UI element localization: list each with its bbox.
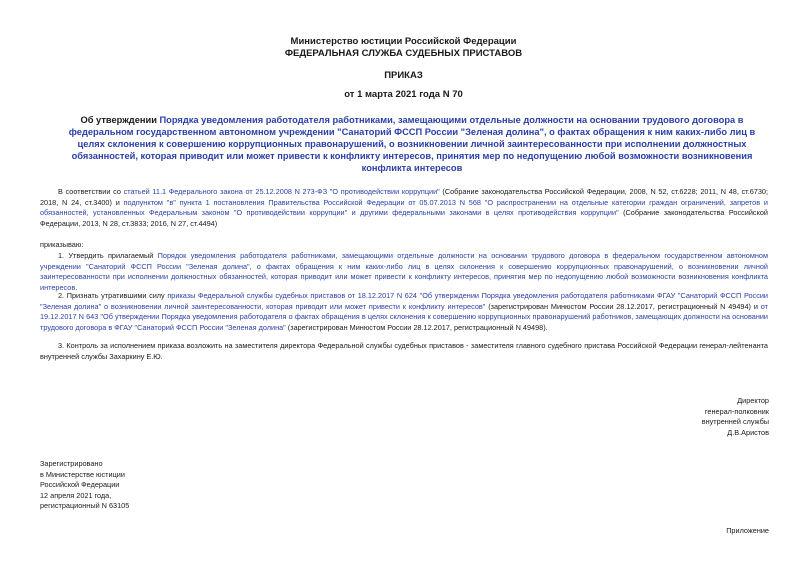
item-2-text-2: (зарегистрирован Минюстом России 28.12.2017, регистрационный N 49494) и xyxy=(485,301,761,311)
signature-line: внутренней службы xyxy=(701,417,769,427)
registration-line: регистрационный N 63105 xyxy=(40,501,130,511)
appendix-label: Приложение xyxy=(726,526,769,535)
document-type: ПРИКАЗ xyxy=(384,70,423,81)
registration-line: Российской Федерации xyxy=(40,480,120,490)
signature-block xyxy=(702,396,769,438)
preamble-text-3: (Собрание законодательства Российской Федерации, 2013, N 28, ст.3833; 2016, N 27, ст.4494) xyxy=(40,208,768,228)
registration-line: в Министерстве юстиции xyxy=(40,469,125,479)
preamble-paragraph xyxy=(40,187,768,229)
item-3-paragraph: 3. Контроль за исполнением приказа возложить на заместителя директора Федеральной службы судебных приставов - заместителя главного судебного пристава Российской Федерации генерал-лейтенанта внутренней службы Захаркину Е.Ю. xyxy=(40,341,768,361)
document-title xyxy=(56,114,768,174)
decree-568-link[interactable]: подпунктом "в" пункта 1 постановления Правительства Российской Федерации от 05.07.2013 N 568 "О распространении на отдельные категории граждан ограничений, запретов и обязанностей, установленных Федеральным законом "О противодействии коррупции" и другими федеральными законами в целях противодействия коррупции" xyxy=(40,197,768,218)
preamble-text-1: В соответствии со xyxy=(58,187,124,196)
procedure-link[interactable]: Порядок уведомления работодателя работниками, замещающими отдельные должности на основании трудового договора в федеральном государственном автономном учреждении "Санаторий ФССП России "Зеленая долина", о фактах обращения к ним каких-либо лиц в целях склонения к совершению коррупционных правонарушений, о возникновении личной заинтересованности при исполнении должностных обязанностей, которая приводит или может привести к конфликту интересов, принятия мер по недопущению любой возможности возникновения конфликта интересов xyxy=(40,251,768,292)
item-1-text-1: 1. Утвердить прилагаемый xyxy=(58,251,158,260)
item-2-paragraph xyxy=(40,291,768,333)
item-1-paragraph xyxy=(40,251,768,293)
signature-line: генерал-полковник xyxy=(704,406,769,416)
registration-block xyxy=(40,459,129,512)
ministry-name: Министерство юстиции Российской Федерации xyxy=(290,36,517,47)
signature-line: Д.В.Аристов xyxy=(727,427,769,437)
document-date-number: от 1 марта 2021 года N 70 xyxy=(344,89,463,100)
signature-line: Директор xyxy=(737,396,769,405)
orders-word: приказываю: xyxy=(40,240,84,249)
registration-line: 12 апреля 2021 года, xyxy=(40,490,112,500)
preamble-text-2: (Собрание законодательства Российской Федерации, 2008, N 52, ст.6228; 2011, N 48, ст.6730; 2018, N 24, ст.3400) и xyxy=(40,187,769,207)
order-624-link[interactable]: приказы Федеральной службы судебных приставов от 18.12.2017 N 624 "Об утверждении Порядка уведомления работодателя работниками ФГАУ "Санаторий ФССП России "Зеленая долина" о возникновении личной заинтересованности, которая приводит или может привести к конфликту интересов" xyxy=(40,291,768,311)
title-prefix: Об утверждении xyxy=(80,115,160,125)
order-643-link[interactable]: от 19.12.2017 N 643 "Об утверждении Порядка уведомления работодателя о фактах обращения в целях склонения к совершению коррупционных правонарушений работников, замещающих должности на основании трудового договора в ФГАУ "Санаторий ФССП России "Зеленая долина" xyxy=(40,301,768,332)
law-273-link[interactable]: статьей 11.1 Федерального закона от 25.12.2008 N 273-ФЗ "О противодействии коррупции" xyxy=(123,187,440,196)
item-2-text-3: (зарегистрирован Минюстом России 28.12.2017, регистрационный N 49498). xyxy=(285,322,548,332)
service-name: ФЕДЕРАЛЬНАЯ СЛУЖБА СУДЕБНЫХ ПРИСТАВОВ xyxy=(284,48,523,59)
item-1-text-2: . xyxy=(75,282,78,292)
registration-line: Зарегистрировано xyxy=(40,459,103,468)
title-link[interactable]: Порядка уведомления работодателя работниками, замещающими отдельные должности на основании трудового договора в федеральном государственном автономном учреждении "Санаторий ФССП России "Зеленая долина", о фактах обращения к ним каких-либо лиц в целях склонения к совершению коррупционных правонарушений, о возникновении личной заинтересованности при исполнении должностных обязанностей, которая приводит или может привести к конфликту интересов, принятия мер по недопущению любой возможности возникновения конфликта интересов xyxy=(68,115,756,173)
item-2-text-1: 2. Признать утратившими силу xyxy=(58,291,168,300)
